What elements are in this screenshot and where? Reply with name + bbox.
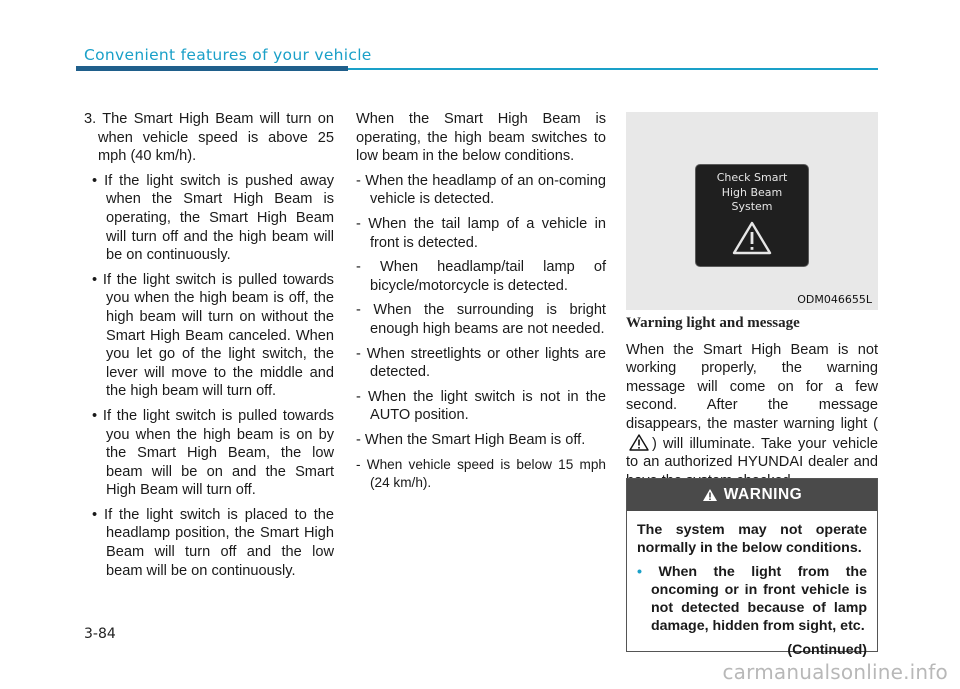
bullet-item: • If the light switch is placed to the headlamp position, the Smart High Beam will turn off and the low beam will be on continuously. — [92, 506, 334, 579]
condition-item: - When the headlamp of an on-coming vehicle is detected. — [356, 172, 606, 208]
warning-light-heading: Warning light and message — [626, 315, 800, 331]
warning-body — [627, 511, 877, 659]
condition-item: - When the Smart High Beam is off. — [356, 431, 586, 448]
column-middle — [356, 110, 606, 499]
bullet-item: • If the light switch is pulled towards you when the high beam is off, the high beam will turn on without the Smart High Beam canceled. When you let go of the light switch, the lever will move to the middle and the high beam will turn off. — [92, 271, 334, 400]
cluster-figure — [626, 112, 878, 310]
cluster-display — [695, 164, 809, 267]
warning-triangle-icon — [732, 221, 772, 255]
warning-light-body: When the Smart High Beam is not working properly, the warning message will come on for a few second. After the message disappears, the master warning light () will illuminate. Take your vehicle to an authorized HYUNDAI dealer and — [626, 341, 878, 471]
condition-item: - When vehicle speed is below 15 mph (24 km/h). — [356, 456, 606, 491]
section-title: Convenient features of your vehicle — [84, 46, 372, 64]
warning-triangle-icon — [629, 434, 649, 451]
warning-intro: The system may not operate normally in the below conditions. — [637, 522, 867, 556]
footer-watermark: carmanualsonline.info — [722, 660, 948, 684]
bullet-item: • If the light switch is pulled towards you when the high beam is on by the Smart High Beam, the low beam will be on and the Smart High Beam will turn off. — [92, 407, 334, 499]
cluster-message: Check Smart High Beam System — [716, 171, 788, 213]
step-3-text: 3. The Smart High Beam will turn on when vehicle speed is above 25 mph (40 km/h). — [84, 111, 334, 165]
warning-box — [626, 478, 878, 658]
condition-item: - When headlamp/tail lamp of bicycle/motorcycle is detected. — [356, 259, 606, 294]
conditions-intro: When the Smart High Beam is operating, the high beam switches to low beam in the below conditions. — [356, 111, 606, 165]
continued-label: (Continued) — [787, 642, 867, 658]
page-number: 3-84 — [84, 626, 116, 642]
bullet-item: • If the light switch is pushed away when the Smart High Beam is operating, the Smart High Beam will turn off and the high beam will be on continuously. — [92, 172, 335, 264]
column-left — [84, 110, 334, 586]
header-bar-dark — [76, 66, 348, 71]
condition-item: - When the light switch is not in the AUTO position. — [356, 388, 606, 424]
condition-item: - When the tail lamp of a vehicle in front is detected. — [356, 215, 606, 251]
header-bar-light — [348, 68, 878, 70]
warning-triangle-icon — [702, 488, 718, 502]
column-right — [626, 314, 878, 496]
condition-item: - When the surrounding is bright enough high beams are not needed. — [356, 302, 606, 337]
warning-bullet: • When the light from the oncoming or in front vehicle is not detected because of lamp damage, hidden from sight, etc. — [637, 564, 867, 634]
figure-code: ODM046655L — [797, 293, 872, 306]
warning-header: WARNING — [627, 479, 877, 511]
condition-item: - When streetlights or other lights are detected. — [356, 345, 606, 381]
